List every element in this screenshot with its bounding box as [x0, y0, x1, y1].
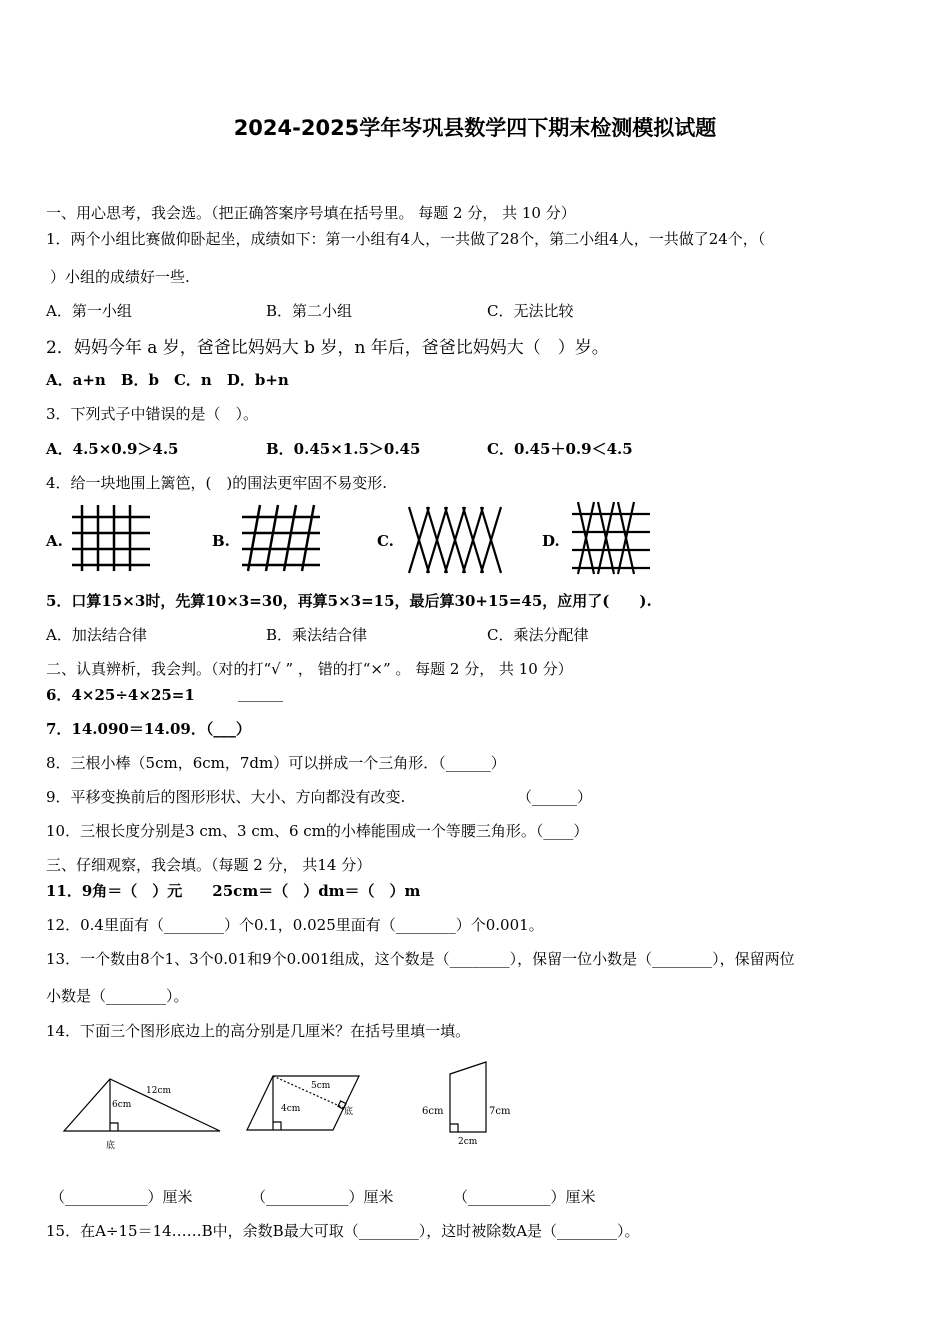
q13-line2: 小数是（________）。	[46, 987, 189, 1005]
q12-text: 12．0.4里面有（________）个0.1，0.025里面有（________）个0.001。	[46, 916, 544, 934]
q9-text: 9．平移变换前后的图形形状、大小、方向都没有改变.	[46, 788, 406, 806]
q3-option-c: C．0.45＋0.9＜4.5	[487, 440, 633, 458]
q3-option-b: B．0.45×1.5＞0.45	[266, 440, 421, 458]
fence-slanted-grid-figure	[240, 503, 322, 573]
q14-answer-3: （___________）厘米	[453, 1188, 596, 1206]
q13-line1: 13．一个数由8个1、3个0.01和9个0.001组成，这个数是（________），保留一位小数是（________），保留两位	[46, 950, 795, 968]
fence-crossed-figure	[407, 505, 503, 575]
q1-line2: ）小组的成绩好一些.	[50, 268, 190, 286]
section3-header: 三、仔细观察，我会填。（每题 2 分， 共14 分）	[46, 856, 372, 874]
section2-header: 二、认真辨析，我会判。（对的打“√ ” ， 错的打“×” 。 每题 2 分， 共 10 分）	[46, 660, 573, 678]
q5-option-a: A．加法结合律	[46, 626, 147, 644]
q5-option-b: B．乘法结合律	[266, 626, 368, 644]
triangle-base-label: 底	[106, 1141, 116, 1151]
q2-text: 2．妈妈今年 a 岁，爸爸比妈妈大 b 岁，n 年后，爸爸比妈妈大（ ）岁。	[46, 338, 609, 358]
q9-blank: （______）	[517, 788, 593, 806]
q10-text: 10．三根长度分别是3 cm、3 cm、6 cm的小棒能围成一个等腰三角形。（____）	[46, 822, 589, 840]
fence-grid-figure	[70, 503, 152, 573]
q3-text: 3．下列式子中错误的是（ ）。	[46, 405, 259, 423]
q1-option-a: A．第一小组	[46, 302, 132, 320]
trapezoid-base-label: 2cm	[458, 1137, 478, 1147]
q14-answer-2: （___________）厘米	[251, 1188, 394, 1206]
triangle-height-label: 6cm	[112, 1100, 132, 1110]
q11-text: 11．9角＝（ ）元 25cm＝（ ）dm＝（ ）m	[46, 882, 421, 900]
q4-label-d: D.	[542, 532, 560, 550]
q1-line1: 1．两个小组比赛做仰卧起坐，成绩如下：第一小组有4人，一共做了28个，第二小组4人，一共做了24个，（	[46, 230, 766, 248]
q15-text: 15．在A÷15＝14……B中，余数B最大可取（________），这时被除数A是（________）。	[46, 1222, 640, 1240]
q5-option-c: C．乘法分配律	[487, 626, 589, 644]
page-title: 2024-2025学年岑巩县数学四下期末检测模拟试题	[233, 116, 717, 140]
q4-label-a: A.	[46, 532, 63, 550]
parallelogram-height-label: 4cm	[281, 1104, 301, 1114]
fence-crossed-lines-figure	[570, 500, 652, 576]
q1-option-b: B．第二小组	[266, 302, 353, 320]
q4-text: 4．给一块地围上篱笆，( )的围法更牢固不易变形.	[46, 474, 388, 492]
q8-text: 8．三根小棒（5cm，6cm，7dm）可以拼成一个三角形．（______）	[46, 754, 506, 772]
trapezoid-left-label: 6cm	[422, 1106, 444, 1117]
q14-answer-1: （___________）厘米	[50, 1188, 193, 1206]
q1-option-c: C．无法比较	[487, 302, 574, 320]
q6-blank: ______	[238, 684, 283, 702]
q7-text: 7．14.090＝14.09．（___）	[46, 720, 251, 738]
section1-header: 一、用心思考，我会选。（把正确答案序号填在括号里。 每题 2 分， 共 10 分）	[46, 204, 576, 222]
q14-text: 14．下面三个图形底边上的高分别是几厘米？在括号里填一填。	[46, 1022, 471, 1040]
q2-options: A．a+n B．b C．n D．b+n	[46, 371, 289, 389]
q3-option-a: A．4.5×0.9＞4.5	[46, 440, 179, 458]
parallelogram-base-label: 底	[344, 1107, 354, 1117]
q4-label-c: C.	[377, 532, 394, 550]
trapezoid-figure	[420, 1060, 520, 1150]
parallelogram-diag-label: 5cm	[311, 1081, 331, 1091]
triangle-hyp-label: 12cm	[146, 1086, 172, 1096]
q5-text: 5．口算15×3时，先算10×3=30，再算5×3=15，最后算30+15=45，应用了( ).	[46, 592, 652, 610]
trapezoid-right-label: 7cm	[489, 1106, 511, 1117]
parallelogram-figure	[245, 1072, 365, 1134]
triangle-figure	[60, 1075, 225, 1155]
q4-label-b: B.	[212, 532, 230, 550]
q6-text: 6．4×25÷4×25=1	[46, 686, 195, 704]
